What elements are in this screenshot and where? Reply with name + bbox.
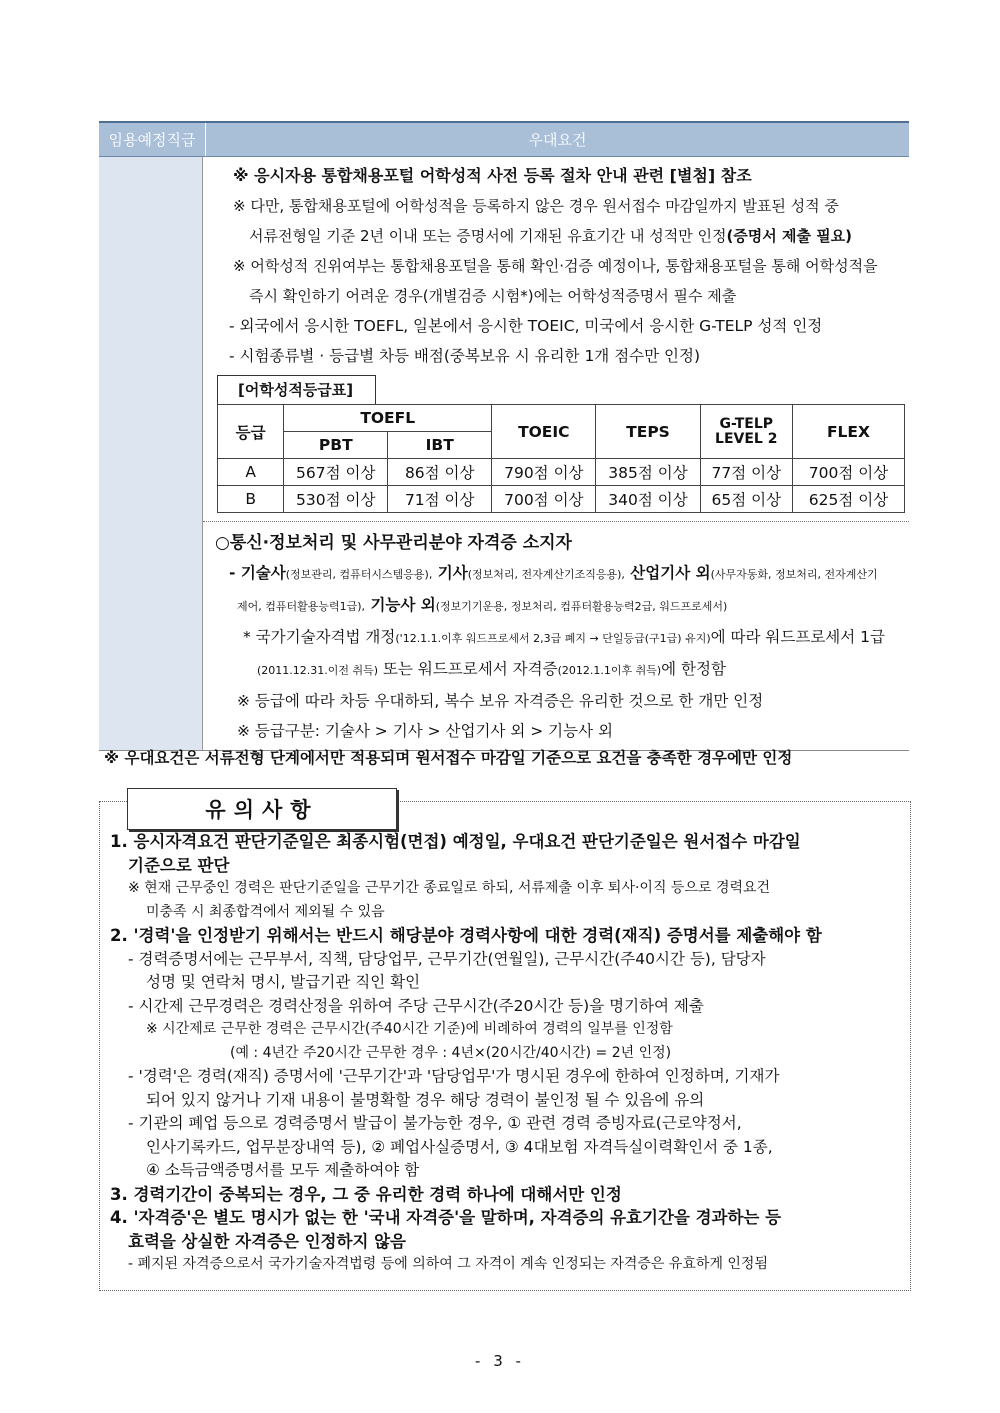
th-grade: 등급 (218, 405, 284, 459)
text-span: (2012.1.1이후 취득) (557, 664, 662, 677)
preference-table (99, 121, 909, 751)
table-header (99, 121, 909, 157)
notice-item: - 시간제 근무경력은 경력산정을 위하여 주당 근무시간(주20시간 등)을 명기하여 제출 (128, 996, 704, 1015)
certificate-section (203, 522, 909, 750)
text-line: ※ 등급에 따라 차등 우대하되, 복수 보유 자격증은 유리한 것으로 한 개만 인정 (237, 692, 764, 710)
notice-item: - 폐지된 자격증으로서 국가기술자격법령 등에 의하여 그 자격이 계속 인정되는 자격증은 유효하게 인정됨 (128, 1256, 768, 1272)
preference-note: ※ 우대요건은 서류전형 단계에서만 적용되며 원서접수 마감일 기준으로 요건을 충족한 경우에만 인정 (104, 749, 793, 767)
text-span: * 국가기술자격법 개정 (243, 628, 396, 646)
cell: 700점 이상 (792, 459, 904, 486)
text-span: 제어, 컴퓨터활용능력1급), (237, 600, 366, 613)
cell: 790점 이상 (492, 459, 596, 486)
cell: A (218, 459, 284, 486)
th-teps: TEPS (596, 405, 700, 459)
header-position: 임용예정직급 (99, 123, 206, 156)
notice-item: (예 : 4년간 주20시간 근무한 경우 : 4년×(20시간/40시간) = 2년 인정) (230, 1044, 672, 1061)
th-toefl: TOEFL (284, 405, 492, 432)
th-ibt: IBT (388, 432, 492, 459)
cell: 65점 이상 (700, 486, 792, 513)
text-span: (정보처리, 전자계산기조직응용), (467, 568, 625, 581)
notice-item: 2. '경력'을 인정받기 위해서는 반드시 해당분야 경력사항에 대한 경력(재직) 증명서를 제출해야 함 (110, 926, 822, 945)
notice-title: 유의사항 (127, 788, 397, 830)
th-toeic: TOEIC (492, 405, 596, 459)
notice-content (110, 830, 904, 1277)
th-gtelp-1: G-TELP (719, 415, 774, 432)
notice-item: ※ 현재 근무중인 경력은 판단기준일을 근무기간 종료일로 하되, 서류제출 이후 퇴사·이직 등으로 경력요건 (128, 880, 771, 896)
notice-item: 미충족 시 최종합격에서 제외될 수 있음 (146, 903, 385, 920)
cell: B (218, 486, 284, 513)
th-gtelp (700, 405, 792, 459)
table-row (218, 486, 905, 513)
text-span: ('12.1.1.이후 워드프로세서 2,3급 폐지 → 단일등급(구1급) 유지) (395, 632, 711, 645)
th-flex: FLEX (792, 405, 904, 459)
notice-item: 인사기록카드, 업무분장내역 등), ② 폐업사실증명서, ③ 4대보험 자격득실이력확인서 중 1종, (146, 1137, 773, 1156)
text-span: 기능사 외 (365, 596, 436, 614)
text-span: (2011.12.31.이전 취득) (257, 664, 379, 677)
position-cell (99, 157, 203, 750)
notice-item: 3. 경력기간이 중복되는 경우, 그 중 유리한 경력 하나에 대해서만 인정 (110, 1184, 622, 1204)
text-span: (정보관리, 컴퓨터시스템응용), (285, 568, 433, 581)
text-span: 에 한정함 (661, 660, 726, 678)
notice-item: 1. 응시자격요건 판단기준일은 최종시험(면접) 예정일, 우대요건 판단기준일은 원서접수 마감일 (110, 832, 801, 851)
th-pbt: PBT (284, 432, 388, 459)
text-span: 산업기사 외 (624, 564, 711, 582)
th-gtelp-2: LEVEL 2 (715, 430, 778, 447)
cell: 340점 이상 (596, 486, 700, 513)
grade-table (217, 404, 905, 513)
cell: 625점 이상 (792, 486, 904, 513)
text-span: (정보기기운용, 정보처리, 컴퓨터활용능력2급, 워드프로세서) (435, 600, 728, 613)
text-span: 에 따라 워드프로세서 1급 (710, 628, 886, 646)
text-line: ※ 등급구분: 기술사 > 기사 > 산업기사 외 > 기능사 외 (237, 722, 613, 740)
table-row (218, 459, 905, 486)
header-preference: 우대요건 (528, 131, 587, 149)
cert-title: ○통신·정보처리 및 사무관리분야 자격증 소지자 (215, 533, 572, 553)
text-span: 또는 워드프로세서 자격증 (378, 660, 558, 678)
text-line: ※ 어학성적 진위여부는 통합채용포털을 통해 확인·검증 예정이나, 통합채용포털을 통해 어학성적을 (233, 257, 878, 275)
text-span: 서류전형일 기준 2년 이내 또는 증명서에 기재된 유효기간 내 성적만 인정 (249, 227, 727, 245)
cell: 700점 이상 (492, 486, 596, 513)
text-line: 즉시 확인하기 어려운 경우(개별검증 시험*)에는 어학성적증명서 필수 제출 (249, 287, 737, 305)
text-line (209, 622, 905, 654)
cell: 77점 이상 (700, 459, 792, 486)
text-span: (사무자동화, 정보처리, 전자계산기 (710, 568, 878, 581)
notice-item: 4. '자격증'은 별도 명시가 없는 한 '국내 자격증'을 말하며, 자격증의 유효기간을 경과하는 등 (110, 1208, 782, 1227)
text-line: - 시험종류별 · 등급별 차등 배점(중복보유 시 유리한 1개 점수만 인정) (229, 347, 701, 365)
notice-box (99, 798, 911, 1291)
notice-item: 되어 있지 않거나 기재 내용이 불명확할 경우 해당 경력이 불인정 될 수 있음에 유의 (146, 1090, 705, 1109)
notice-item: - '경력'은 경력(재직) 증명서에 '근무기간'과 '담당업무'가 명시된 경우에 한하여 인정하며, 기재가 (128, 1067, 780, 1085)
notice-item: ※ 시간제로 근무한 경력은 근무시간(주40시간 기준)에 비례하여 경력의 일부를 인정함 (146, 1021, 673, 1037)
notice-item: 기준으로 판단 (128, 855, 230, 875)
text-line: - 외국에서 응시한 TOEFL, 일본에서 응시한 TOEIC, 미국에서 응시한 G-TELP 성적 인정 (229, 317, 823, 335)
cell: 567점 이상 (284, 459, 388, 486)
preference-cell (203, 157, 909, 750)
text-line: ※ 응시자용 통합채용포털 어학성적 사전 등록 절차 안내 관련 [별첨] 참조 (233, 166, 752, 185)
text-line (209, 221, 905, 251)
cell: 86점 이상 (388, 459, 492, 486)
text-line: ※ 다만, 통합채용포털에 어학성적을 등록하지 않은 경우 원서접수 마감일까지 발표된 성적 중 (233, 197, 839, 215)
page-number: - 3 - (475, 1352, 525, 1370)
cell: 71점 이상 (388, 486, 492, 513)
table-body (99, 157, 909, 751)
text-line (209, 590, 905, 622)
text-span: 기사 (432, 564, 468, 582)
text-line (209, 654, 905, 686)
text-line (209, 558, 905, 590)
notice-item: ④ 소득금액증명서를 모두 제출하여야 함 (146, 1161, 420, 1179)
notice-item: - 경력증명서에는 근무부서, 직책, 담당업무, 근무기간(연월일), 근무시간(주40시간 등), 담당자 (128, 949, 766, 968)
text-span: - 기술사 (229, 564, 286, 582)
language-section (203, 157, 909, 522)
notice-item: - 기관의 폐업 등으로 경력증명서 발급이 불가능한 경우, ① 관련 경력 증빙자료(근로약정서, (128, 1114, 742, 1132)
notice-item: 효력을 상실한 자격증은 인정하지 않음 (128, 1231, 407, 1251)
cell: 530점 이상 (284, 486, 388, 513)
notice-item: 성명 및 연락처 명시, 발급기관 직인 확인 (146, 973, 421, 991)
grade-table-title: [어학성적등급표] (217, 375, 376, 404)
cell: 385점 이상 (596, 459, 700, 486)
text-span: (증명서 제출 필요) (726, 227, 853, 245)
